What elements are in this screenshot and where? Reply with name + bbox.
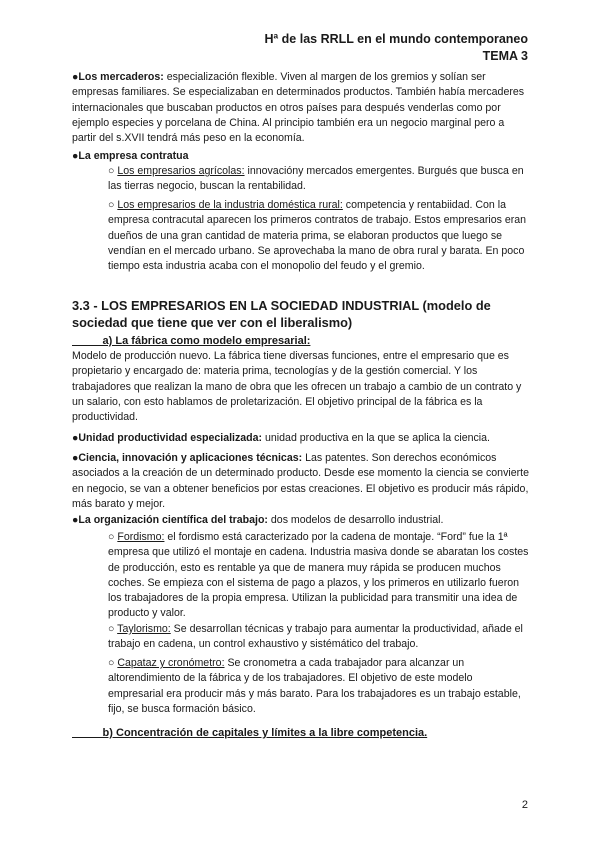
circle-bullet: ○ <box>108 531 118 543</box>
subitem-text: el fordismo está caracterizado por la cadena de montaje. “Ford” fue la 1ª empresa que utilizó el montaje en cadena. Industria masiva donde se abaratan los costes de producción, esto es rentable ya que de manera muy rápida se producen muchos coches. Se empieza con el sistema de pago a plazos, y los primeros en utilizarlo fueron los trabajadores de la propia empresa. Utilizan la publicidad para transmitir una idea de producto y valor. <box>108 531 529 620</box>
header-title: Hª de las RRLL en el mundo contemporaneo <box>264 32 528 46</box>
bullet: ● <box>72 432 79 444</box>
subitem-empresarios-agricolas <box>108 164 530 195</box>
paragraph-organizacion <box>72 513 530 528</box>
paragraph-empresa-contratua <box>72 149 530 164</box>
subitem-text: Se cronometra a cada trabajador para alcanzar un altorendimiento de la fábrica y de los trabajadores. El objetivo de este modelo empresarial era producir más y más barato. Para los trabajadores es un trabajo estable, fijo, se busca formación básico. <box>108 657 521 715</box>
circle-bullet: ○ <box>108 199 118 211</box>
paragraph-text: dos modelos de desarrollo industrial. <box>267 514 444 526</box>
term-mercaderos: Los mercaderos: <box>78 71 164 83</box>
page-number: 2 <box>521 799 528 811</box>
bullet: ● <box>72 514 79 526</box>
circle-bullet: ○ <box>108 623 118 635</box>
bullet: ● <box>72 452 79 464</box>
term-empresa-contratua: La empresa contratua <box>78 150 189 162</box>
term-taylorismo: Taylorismo: <box>117 623 171 635</box>
paragraph-unidad-productividad <box>72 431 530 446</box>
term-ciencia: Ciencia, innovación y aplicaciones técnicas: <box>78 452 303 464</box>
subitem-fordismo <box>108 530 530 622</box>
term-capataz: Capataz y cronómetro: <box>117 657 225 669</box>
term-organizacion: La organización científica del trabajo: <box>78 514 268 526</box>
subitem-industria-domestica <box>108 198 530 274</box>
header-topic: TEMA 3 <box>482 49 528 63</box>
section-heading-3-3: 3.3 - LOS EMPRESARIOS EN LA SOCIEDAD INDUSTRIAL (modelo de sociedad que tiene que ver con el liberalismo) <box>72 298 491 330</box>
paragraph-text: unidad productiva en la que se aplica la ciencia. <box>262 432 490 444</box>
circle-bullet: ○ <box>108 165 118 177</box>
subitem-capataz <box>108 656 530 717</box>
subitem-text: innovacióny mercados emergentes. Burgués que busca en las tierras negocio, buscan la rentabilidad. <box>108 165 524 193</box>
subheading-a: a) La fábrica como modelo empresarial: <box>72 335 311 347</box>
subitem-taylorismo <box>108 622 530 653</box>
paragraph-text: especialización flexible. Viven al margen de los gremios y solían ser empresas familiares. Se especializaban en determinados productos. También había mercaderes internacionales que buscaban productos en otros países para después venderlas como por ejemplo especies y porcelana de China. Al principio también era un negocio marginal pero a partir del s.XVII tendrá más peso en la economía. <box>72 71 525 145</box>
paragraph-modelo: Modelo de producción nuevo. La fábrica tiene diversas funciones, entre el empresario que es propietario y encargado de: materia prima, tecnologías y de la gestión comercial. Y los trabajadores que realizan la mano de obra que les ofrecen un trabajo a cambio de un contrato y un salario, con esto hablamos de proletarización. El objetivo principal de la fábrica es la productividad. <box>72 350 522 424</box>
bullet: ● <box>72 150 79 162</box>
circle-bullet: ○ <box>108 657 118 669</box>
subitem-text: competencia y rentabiidad. Con la empresa contracutal aparecen los primeros contratos de trabajo. Estos empresarios eran dueños de una gran cantidad de materia prima, se elaboran productos que luego se vendían en el mercado urbano. Se aprovechaba la mano de obra rural y barata. En poco tiempo esta industria acaba con el monopolio del feudo y el gremio. <box>108 199 527 273</box>
term-industria-domestica: Los empresarios de la industria doméstica rural: <box>117 199 343 211</box>
subitem-text: Se desarrollan técnicas y trabajo para aumentar la productividad, añade el trabajo en cadena, un control exhaustivo y sistémático del trabajo. <box>108 623 523 651</box>
subheading-b: b) Concentración de capitales y límites a la libre competencia. <box>72 727 428 739</box>
paragraph-mercaderos <box>72 70 530 146</box>
term-empresarios-agricolas: Los empresarios agrícolas: <box>117 165 245 177</box>
bullet: ● <box>72 71 79 83</box>
term-unidad-productividad: Unidad productividad especializada: <box>78 432 263 444</box>
term-fordismo: Fordismo: <box>117 531 165 543</box>
paragraph-text: Las patentes. Son derechos económicos asociados a la creación de un determinado producto. Desde ese momento la ciencia se convierte en negocio, se van a obtener beneficios por estas creaciones. El objetivo es producir más rápido, más barato y mejor. <box>72 452 529 510</box>
paragraph-ciencia <box>72 451 530 512</box>
